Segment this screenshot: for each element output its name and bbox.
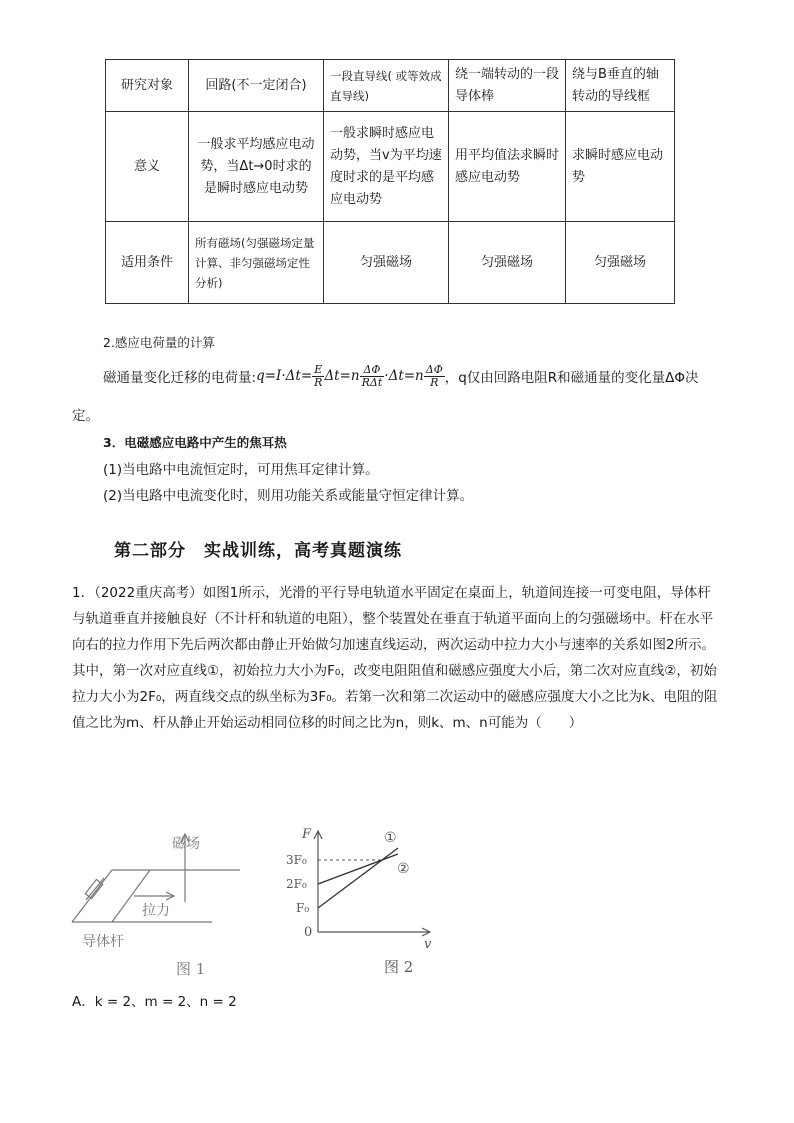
table-cell: 一般求平均感应电动势，当Δt→0时求的是瞬时感应电动势 [189, 112, 324, 222]
section-3-item-1: (1)当电路中电流恒定时，可用焦耳定律计算。 [103, 462, 379, 478]
table-row [106, 60, 675, 112]
table-cell: 适用条件 [106, 222, 189, 304]
table-header-cell: 绕与B垂直的轴转动的导线框 [566, 60, 675, 112]
rail-left-edge [72, 870, 112, 922]
formula-tail: 定。 [72, 408, 99, 424]
field-label: 磁场 [172, 836, 200, 852]
figure-2-caption: 图 2 [384, 958, 414, 976]
table-cell: 匀强磁场 [449, 222, 566, 304]
rod-label: 导体杆 [82, 934, 124, 950]
figure-1-caption: 图 1 [176, 960, 206, 978]
table-cell: 匀强磁场 [566, 222, 675, 304]
formula-expression: q=I·Δt= $\frac{E}{R}$ Δt=n $\frac{\Delta\Phi}{\text{RΔt}}$ ·Δt=n $\frac{\Delta\Phi}{R}$ [256, 362, 443, 389]
table-header-cell: 研究对象 [106, 60, 189, 112]
formula-suffix: ，q仅由回路电阻R和磁通量的变化量ΔΦ决 [444, 370, 699, 386]
comparison-table [105, 59, 675, 304]
x-axis-label: v [424, 937, 432, 952]
table-header-cell: 回路(不一定闭合) [189, 60, 324, 112]
table-cell: 所有磁场(匀强磁场定量计算、非匀强磁场定性分析) [189, 222, 324, 304]
table-cell: 求瞬时感应电动势 [566, 112, 675, 222]
table-header-cell: 绕一端转动的一段导体棒 [449, 60, 566, 112]
option-a[interactable]: A．k = 2、m = 2、n = 2 [72, 994, 237, 1010]
table-cell: 意义 [106, 112, 189, 222]
section-2-title: 2.感应电荷量的计算 [103, 335, 215, 350]
question-1-text: 1．（2022重庆高考）如图1所示，光滑的平行导电轨道水平固定在桌面上，轨道间连接一可变电阻，导体杆与轨道垂直并接触良好（不计杆和轨道的电阻），整个装置处在垂直于轨道平面向上的匀强磁场中。杆在水平向右的拉力作用下先后两次都由静止开始做匀加速直线运动，两次运动中拉力大小与速率的关系如图2所示。其中，第一次对应直线①，初始拉力大小为F₀，改变电阻阻值和磁感应强度大小后，第二次对应直线②，初始拉力大小为2F₀，两直线交点的纵坐标为3F₀。若第一次和第二次运动中的磁感应强度大小之比为k、电阻的阻值之比为m、杆从静止开始运动相同位移的时间之比为n，则k、m、n可能为（ ） [72, 585, 718, 731]
y-axis-label: F [302, 827, 312, 842]
origin-label: 0 [304, 925, 313, 940]
tick-label-F0: F₀ [296, 901, 310, 915]
table-cell: 一般求瞬时感应电动势，当v为平均速度时求的是平均感应电动势 [324, 112, 449, 222]
series-2-label: ② [397, 861, 410, 877]
section-3-item-2: (2)当电路中电流变化时，则用功能关系或能量守恒定律计算。 [103, 488, 474, 504]
formula-prefix: 磁通量变化迁移的电荷量: [103, 370, 257, 386]
table-cell: 匀强磁场 [324, 222, 449, 304]
tick-label-2F0: 2F₀ [286, 877, 307, 891]
table-row [106, 222, 675, 304]
table-header-cell: 一段直导线( 或等效成直导线) [324, 60, 449, 112]
figure-1 [62, 822, 262, 982]
table-cell: 用平均值法求瞬时感应电动势 [449, 112, 566, 222]
tick-label-3F0: 3F₀ [286, 853, 307, 867]
table-row [106, 112, 675, 222]
series-line-2 [318, 854, 398, 884]
series-line-1 [318, 848, 398, 908]
charge-formula [103, 356, 699, 396]
figure-2-chart [280, 824, 450, 982]
force-label: 拉力 [142, 903, 170, 919]
series-1-label: ① [384, 830, 397, 846]
section-3-title: 3．电磁感应电路中产生的焦耳热 [103, 435, 287, 450]
part-2-heading: 第二部分 实战训练，高考真题演练 [114, 541, 402, 561]
